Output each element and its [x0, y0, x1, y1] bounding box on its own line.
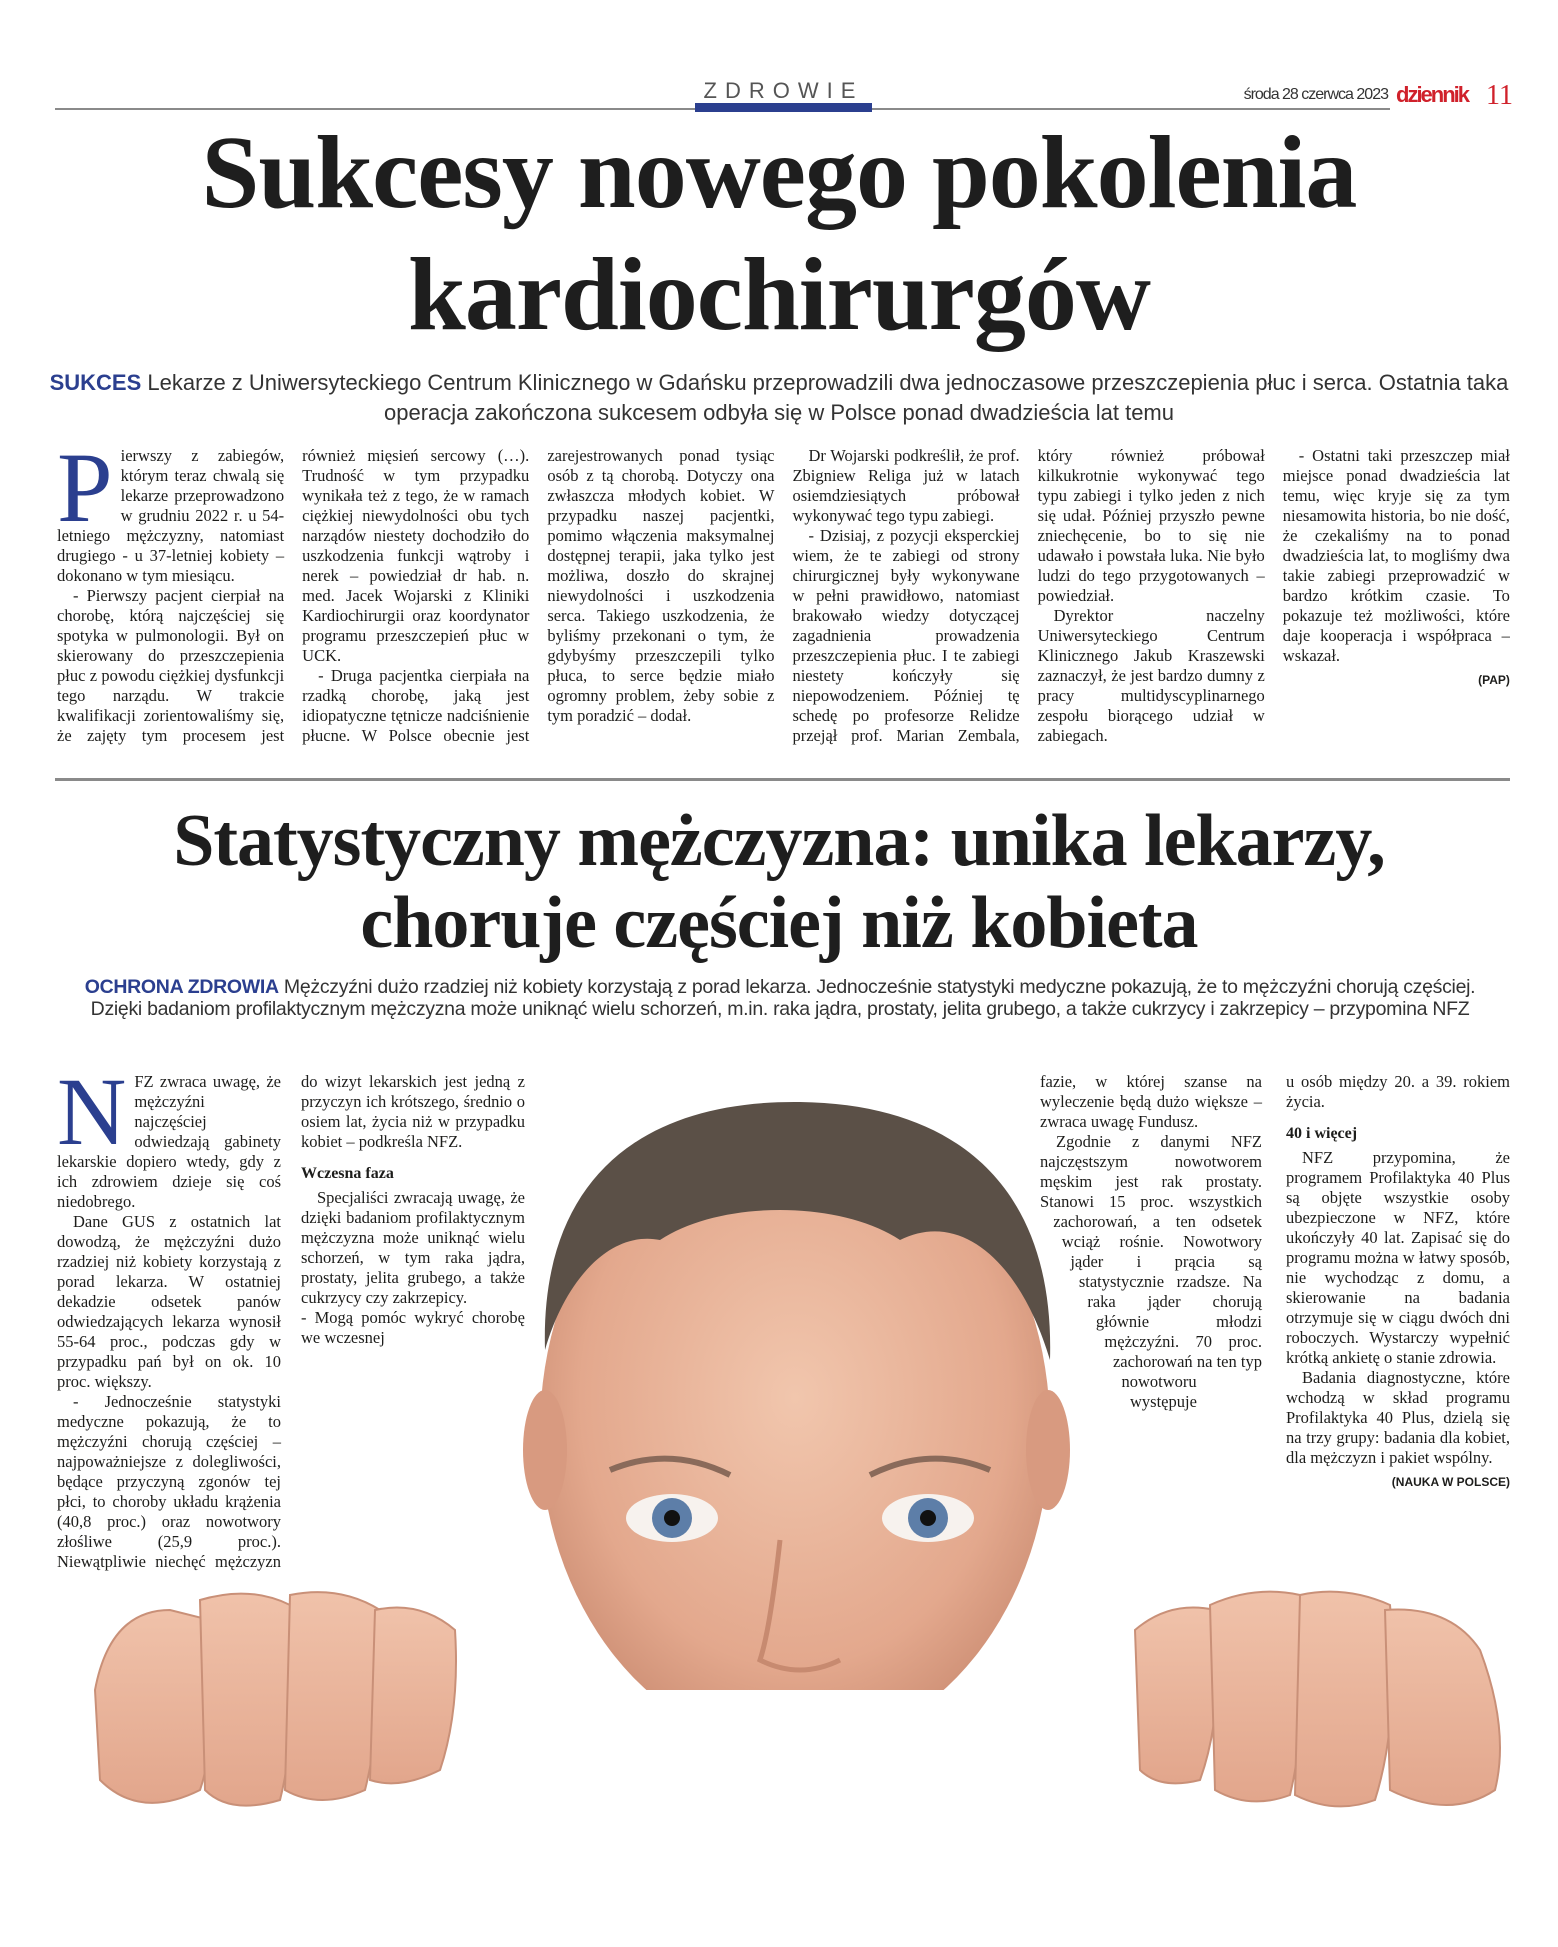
article2-source: (NAUKA W POLSCE) [1391, 1475, 1510, 1489]
article2-paragraph: NFZ przypomina, że programem Profilaktyka 40 Plus są objęte wszystkie osoby ubezpieczone w NFZ, które ukończyły 40 lat. Zapisać się do programu można w łatwy sposób, nie wychodząc z domu, a skierowanie na badania otrzymuje się w ciągu dwóch dni roboczych. Wystarczy wypełnić krótką ankietę o stanie zdrowia. [1286, 1148, 1510, 1367]
issue-date: środa 28 czerwca 2023 [1243, 86, 1388, 103]
article1-drop-cap: P [57, 432, 113, 543]
article2-paragraph: fazie, w której szanse na wyleczenie będą dużo większe – zwraca uwagę Fundusz. [1040, 1072, 1262, 1131]
article1-paragraph: - Dzisiaj, z pozycji eksperckiej wiem, że te zabiegi od strony chirurgicznej były wykonywane w pełni prawidłowo, natomiast brakowało wiedzy dotyczącej zagadnienia prowadzenia przeszczepienia płuc. I te zabiegi niestety kończyły się niepowodzeniem. Później tę schedę po profesorze Relidze przejął prof. Marian Zembala, który również próbował kilkukrotnie wykonywać tego typu zabiegi i tylko jeden z nich się udał. Później przyszło pewne zniechęcenie, bo to się nie udawało i powstała luka. Nie było ludzi do tego przygotowanych – powiedział. [792, 446, 1265, 745]
left-hand [95, 1592, 456, 1805]
article1-headline-line2: kardiochirurgów [408, 237, 1150, 352]
article2-paragraph: - Mogą pomóc wykryć chorobę we wczesnej [301, 1308, 525, 1347]
article2-paragraph: Specjaliści zwracają uwagę, że dzięki badaniom profilaktycznym mężczyzna może uniknąć wielu schorzeń, w tym raka jądra, prostaty, jelita grubego, a także cukrzycy czy zakrzepicy. [301, 1188, 525, 1307]
article2-paragraph: u osób między 20. a 39. rokiem życia. [1286, 1072, 1510, 1111]
article2-body-left [57, 1058, 525, 1582]
article2-body-col6 [1286, 1072, 1510, 1492]
article2-headline-line2: choruje częściej niż kobieta [360, 882, 1198, 964]
article2-headline [0, 800, 1558, 964]
right-hand [1135, 1592, 1500, 1807]
article2-body-col5 [1040, 1072, 1262, 1412]
article2-drop-cap: N [57, 1058, 127, 1165]
article1-body [57, 432, 1510, 746]
article1-lead-label: SUKCES [49, 370, 142, 395]
newspaper-logo: dziennik [1396, 82, 1469, 107]
article1-lead [40, 368, 1518, 428]
article1-headline-line1: Sukcesy nowego pokolenia [201, 115, 1357, 230]
article2-paragraph: - Jednocześnie statystyki medyczne pokazują, że to mężczyźni chorują częściej – najpoważniejsze z dolegliwości, będące przyczyną zgonów tej płci, to choroby układu krążenia (40,8 proc.) oraz nowotwory złośliwe (25,9 proc.). Niewątpliwie niechęć mężczyzn do wizyt lekarskich jest jedną z przyczyn ich krótszego, średnio o osiem lat, życia niż w przypadku kobiet – podkreśla NFZ. [57, 1072, 525, 1571]
article1-paragraph: ierwszy z zabiegów, którym teraz chwalą się lekarze przeprowadzono w grudniu 2022 r. u 54-letniego mężczyzny, natomiast drugiego - u 37-letniej kobiety – dokonano w tym miesiącu. [57, 446, 285, 585]
page-number: 11 [1486, 80, 1513, 111]
article2-paragraph: Zgodnie z danymi NFZ najczęstszym nowotworem męskim jest rak prostaty. Stanowi 15 proc. wszystkich zachorowań, a ten odsetek wciąż rośnie. Nowotwory jąder i prącia są statystycznie rzadsze. Na raka jąder chorują głównie młodzi mężczyźni. 70 proc. zachorowań na ten typ nowotworu występuje [1040, 1132, 1262, 1411]
article1-lead-text: Lekarze z Uniwersyteckiego Centrum Klinicznego w Gdańsku przeprowadzili dwa jednoczasowe przeszczepienia płuc i serca. Ostatnia taka operacja zakończona sukcesem odbyła się w Polsce ponad dwadzieścia lat temu [147, 370, 1509, 425]
article2-lead-text: Mężczyźni dużo rzadziej niż kobiety korzystają z porad lekarza. Jednocześnie statystyki medyczne pokazują, że to mężczyźni chorują częściej. Dzięki badaniom profilaktycznym mężczyzna może uniknąć wielu schorzeń, m.in. raka jądra, prostaty, jelita grubego, a także cukrzycy i zakrzepicy – przypomina NFZ [90, 976, 1476, 1020]
article1-paragraph: - Ostatni taki przeszczep miał miejsce ponad dwadzieścia lat temu, więc kryje się za tym niesamowita historia, bo nie dość, że czekaliśmy na to ponad dwadzieścia lat, to mogliśmy dwa takie zabiegi przeprowadzić w bardzo krótkim czasie. To pokazuje też możliwości, które daje kooperacja i współpraca – wskazał. [1282, 446, 1510, 665]
article2-lead [60, 976, 1500, 1020]
article1-paragraph: Dyrektor naczelny Uniwersyteckiego Centrum Klinicznego Jakub Kraszewski zaznaczył, że jest bardzo dumny z pracy multidyscyplinarnego zespołu biorącego udział w zabiegach. [1037, 606, 1265, 745]
section-label: ZDROWIE [703, 78, 864, 103]
left-eye [626, 1494, 718, 1542]
article1-paragraph: - Druga pacjentka cierpiała na rzadką chorobę, jaką jest idiopatyczne tętnicze nadciśnienie płucne. W Polsce obecnie jest zarejestrowanych ponad tysiąc osób z tą chorobą. Dotyczy ona zwłaszcza młodych kobiet. W przypadku naszej pacjentki, pomimo włączenia maksymalnej dostępnej terapii, jaka tylko jest możliwa, doszło do skrajnej niewydolności i uszkodzenia serca. Takiego uszkodzenia, że byliśmy przekonani o tym, że gdybyśmy przeszczepili tylko płuca, to serce będzie miało ogromny problem, żeby sobie z tym poradzić – dodał. [302, 446, 775, 745]
article2-subhead-40-plus: 40 i więcej [1286, 1125, 1358, 1142]
article2-paragraph: Dane GUS z ostatnich lat dowodzą, że mężczyźni dużo rzadziej niż kobiety korzystają z porad lekarza. W ostatniej dekadzie odsetek panów odwiedzających lekarza wynosił 55-64 proc., podczas gdy w przypadku pań był on ok. 10 proc. większy. [57, 1212, 281, 1391]
article2-lead-label: OCHRONA ZDROWIA [84, 976, 279, 998]
article1-headline [0, 112, 1558, 356]
face [500, 1102, 1100, 1850]
right-eye [882, 1494, 974, 1542]
article1-source: (PAP) [1478, 673, 1510, 687]
article2-subhead-early-phase: Wczesna faza [301, 1165, 394, 1182]
article2-paragraph: FZ zwraca uwagę, że mężczyźni najczęściej odwiedzają gabinety lekarskie dopiero wtedy, gdy z ich zdrowiem dzieje się coś niedobrego. [57, 1072, 281, 1211]
article1-paragraph: - Pierwszy pacjent cierpiał na chorobę, którą najczęściej się spotyka w pulmonologii. Był on skierowany do przeszczepienia płuc z powodu ciężkiej dysfunkcji tego narządu. W trakcie kwalifikacji zorientowaliśmy się, że zajęty tym procesem jest również mięsień sercowy (…). Trudność w tym przypadku wynikała też z tego, że w ramach ciężkiej niewydolności obu tych narządów niestety dochodziło do uszkodzenia funkcji wątroby i nerek – powiedział dr hab. n. med. Jacek Wojarski z Kliniki Kardiochirurgii oraz koordynator programu przeszczepień płuc w UCK. [57, 446, 530, 745]
article1-paragraph: Dr Wojarski podkreślił, że prof. Zbigniew Religa już w latach osiemdziesiątych próbował wykonywać tego typu zabiegi. [792, 446, 1020, 525]
section-accent-bar [695, 103, 872, 112]
article-divider [55, 778, 1510, 781]
article2-paragraph: Badania diagnostyczne, które wchodzą w skład programu Profilaktyka 40 Plus, dzielą się na trzy grupy: badania dla kobiet, dla mężczyzn i pakiet wspólny. [1286, 1368, 1510, 1467]
article2-headline-line1: Statystyczny mężczyzna: unika lekarzy, [173, 800, 1385, 882]
